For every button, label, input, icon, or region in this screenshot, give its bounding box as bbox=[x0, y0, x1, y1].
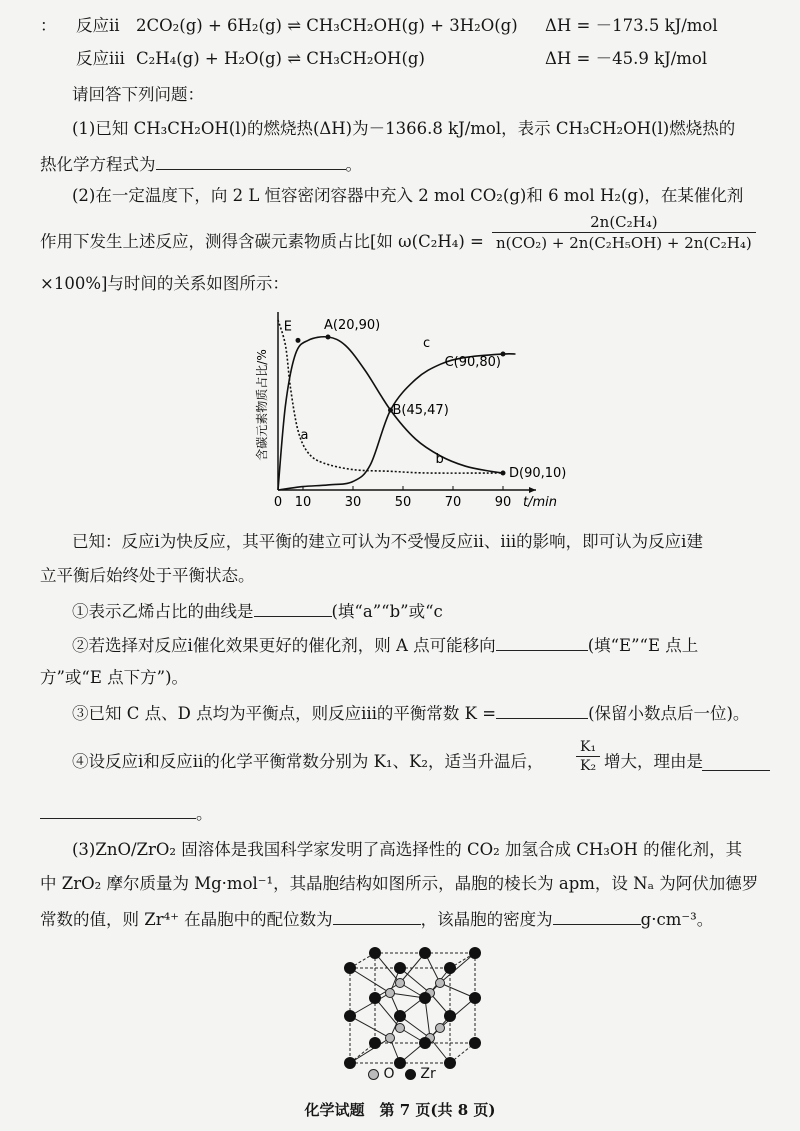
x-tick-label: 50 bbox=[394, 495, 412, 510]
known-line1: 已知：反应ⅰ为快反应，其平衡的建立可认为不受慢反应ⅱ、ⅲ的影响，即可认为反应ⅰ建 bbox=[72, 532, 703, 551]
known-line2: 立平衡后始终处于平衡状态。 bbox=[40, 566, 255, 585]
s3-text: ③已知 C 点、D 点均为平衡点，则反应ⅲ的平衡常数 K = bbox=[72, 704, 497, 723]
q2-line1: (2)在一定温度下，向 2 L 恒容密闭容器中充入 2 mol CO₂(g)和 6 mol H₂(g)，在某催化剂 bbox=[72, 186, 744, 205]
point-b-label: B(45,47) bbox=[392, 403, 449, 419]
q3-line2: 中 ZrO₂ 摩尔质量为 Mg·mol⁻¹，其晶胞结构如图所示，晶胞的棱长为 apm，设 Nₐ 为阿伏加德罗 bbox=[40, 874, 759, 893]
y-axis-label: 含碳元素物质占比/% bbox=[255, 349, 269, 461]
q3-line3c: g·cm⁻³。 bbox=[640, 910, 714, 929]
s1-tail: (填“a”“b”或“c bbox=[331, 602, 443, 621]
point-d-label: D(90,10) bbox=[509, 466, 567, 481]
q3-line3b: ，该晶胞的密度为 bbox=[420, 910, 553, 929]
k-ratio-fraction bbox=[576, 738, 600, 775]
cell-edges bbox=[350, 953, 475, 1063]
series-b-label: b bbox=[435, 451, 444, 467]
point-a-label: A(20,90) bbox=[324, 318, 381, 333]
x-tick-label: 0 bbox=[273, 495, 283, 510]
s4-line2 bbox=[40, 800, 770, 826]
omega-fraction-numerator: 2n(C₂H₄) bbox=[492, 212, 756, 233]
s4-answer-blank-1[interactable] bbox=[702, 752, 770, 771]
q3-line3 bbox=[40, 906, 770, 932]
reaction-ii-equation: 2CO₂(g) + 6H₂(g) ⇌ CH₃CH₂OH(g) + 3H₂O(g) bbox=[136, 16, 518, 35]
q1-line2-text: 热化学方程式为 bbox=[40, 155, 156, 174]
x-tick-label: 70 bbox=[444, 495, 462, 510]
q1-answer-blank[interactable] bbox=[156, 151, 346, 170]
s4-text: ④设反应ⅰ和反应ⅱ的化学平衡常数分别为 K₁、K₂，适当升温后， bbox=[72, 752, 544, 771]
q1-line1: (1)已知 CH₃CH₂OH(l)的燃烧热(ΔH)为－1366.8 kJ/mol，表示 CH₃CH₂OH(l)燃烧热的 bbox=[72, 119, 736, 138]
reaction-iii-label: 反应ⅲ bbox=[76, 49, 125, 68]
point-c-marker bbox=[501, 352, 506, 357]
carbon-fraction-chart bbox=[240, 308, 567, 518]
q3-coordination-blank[interactable] bbox=[333, 906, 421, 925]
point-c-label: C(90,80) bbox=[444, 355, 501, 370]
sub-question-4 bbox=[72, 738, 770, 778]
s2-text: ②若选择对反应ⅰ催化效果更好的催化剂，则 A 点可能移向 bbox=[72, 636, 496, 655]
sub-question-1 bbox=[72, 598, 770, 624]
x-tick-label: 30 bbox=[344, 495, 362, 510]
x-axis-label: t/min bbox=[523, 495, 557, 510]
s3-tail: (保留小数点后一位)。 bbox=[588, 704, 750, 723]
prompt-text: 请回答下列问题： bbox=[72, 85, 204, 104]
x-axis-arrow bbox=[529, 487, 536, 493]
oxygen-legend-icon bbox=[368, 1069, 379, 1080]
s1-answer-blank[interactable] bbox=[254, 598, 332, 617]
k-ratio-denominator: K₂ bbox=[580, 758, 597, 774]
sub-question-2 bbox=[72, 632, 770, 658]
reaction-ii-enthalpy: ΔH = －173.5 kJ/mol bbox=[545, 16, 718, 35]
point-e-label: E bbox=[283, 319, 292, 335]
legend-zr-label: Zr bbox=[420, 1066, 436, 1082]
q2-line2-text: 作用下发生上述反应，测得含碳元素物质占比[如 ω(C₂H₄) = bbox=[40, 232, 484, 251]
s2-answer-blank[interactable] bbox=[496, 632, 588, 651]
reaction-ii-line: 反应ⅱ ： 2CO₂(g) + 6H₂(g) ⇌ CH₃CH₂OH(g) + 3H₂O(g) ΔH = －173.5 kJ/mol bbox=[40, 14, 770, 38]
series-a-line bbox=[278, 320, 503, 473]
q3-line1: (3)ZnO/ZrO₂ 固溶体是我国科学家发明了高选择性的 CO₂ 加氢合成 CH₃OH 的催化剂，其 bbox=[72, 840, 743, 859]
s1-text: ①表示乙烯占比的曲线是 bbox=[72, 602, 254, 621]
q2-line2 bbox=[40, 214, 770, 254]
series-a-label: a bbox=[300, 428, 309, 443]
x-tick-label: 90 bbox=[494, 495, 512, 510]
series-c-label: c bbox=[423, 336, 431, 352]
point-d-marker bbox=[501, 471, 506, 476]
s4-tail: 增大，理由是 bbox=[604, 752, 703, 771]
reaction-ii-label: 反应ⅱ bbox=[76, 16, 120, 35]
omega-fraction bbox=[492, 212, 756, 253]
sub-question-3 bbox=[72, 700, 770, 726]
zirconium-legend-icon bbox=[405, 1069, 416, 1080]
q1-line2 bbox=[40, 151, 770, 177]
crystal-legend bbox=[368, 1066, 436, 1082]
q1-end: 。 bbox=[345, 155, 362, 174]
point-a-marker bbox=[326, 335, 331, 340]
s3-answer-blank[interactable] bbox=[496, 700, 588, 719]
reaction-iii-enthalpy: ΔH = －45.9 kJ/mol bbox=[545, 49, 708, 68]
k-ratio-numerator: K₁ bbox=[576, 738, 600, 757]
x-tick-label: 10 bbox=[294, 495, 312, 510]
q3-density-blank[interactable] bbox=[553, 906, 641, 925]
s4-end: 。 bbox=[196, 804, 213, 823]
legend-o-label: O bbox=[383, 1066, 395, 1082]
s4-answer-blank-2[interactable] bbox=[40, 800, 196, 819]
s2-line2: 方”或“E 点下方”)。 bbox=[40, 668, 189, 687]
page-footer: 化学试题 第 7 页(共 8 页) bbox=[304, 1101, 496, 1119]
q3-line3a: 常数的值，则 Zr⁴⁺ 在晶胞中的配位数为 bbox=[40, 910, 333, 929]
q2-line3: ×100%]与时间的关系如图所示： bbox=[40, 274, 289, 293]
omega-fraction-denominator: n(CO₂) + 2n(C₂H₅OH) + 2n(C₂H₄) bbox=[496, 234, 752, 252]
point-e-marker bbox=[296, 338, 301, 343]
s2-tail: (填“E”“E 点上 bbox=[587, 636, 699, 655]
reaction-iii-equation: C₂H₄(g) + H₂O(g) ⇌ CH₃CH₂OH(g) bbox=[136, 49, 425, 68]
